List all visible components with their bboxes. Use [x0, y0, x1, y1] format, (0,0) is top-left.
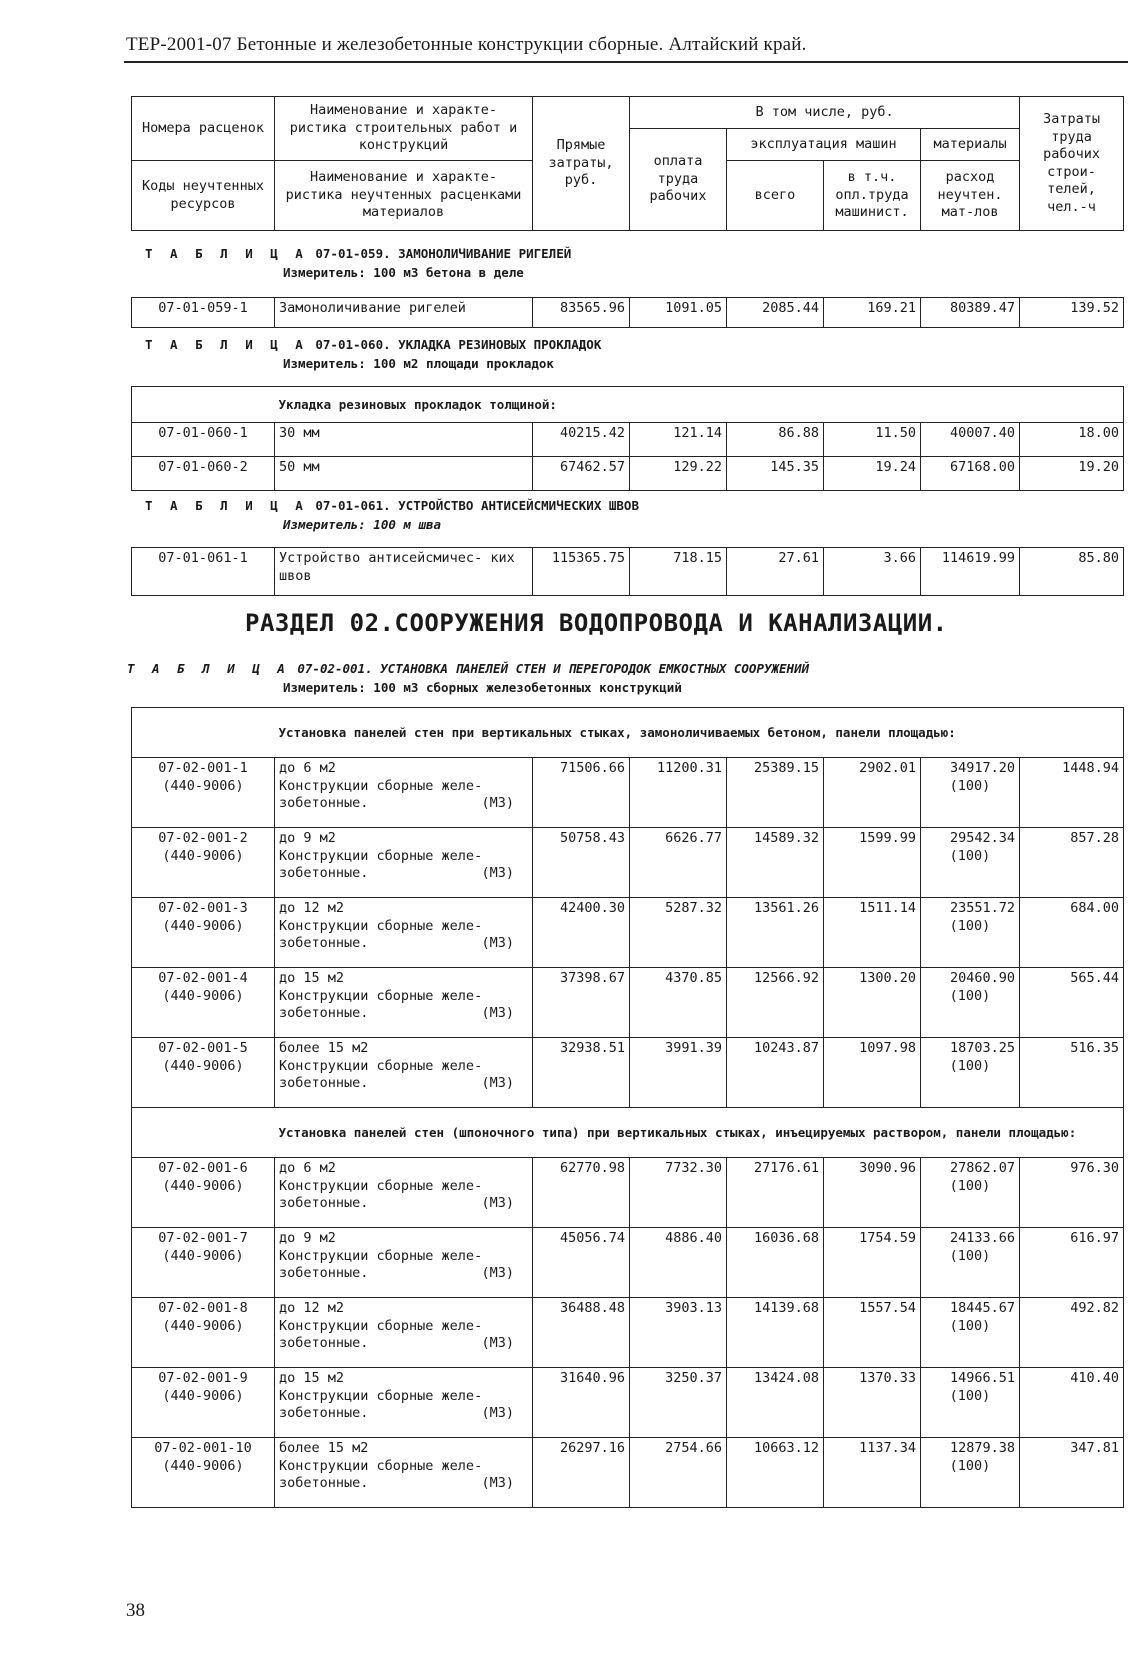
- material-qty: (100): [949, 777, 991, 794]
- material-name: [279, 1058, 528, 1093]
- table-title-text: 07-01-061. УСТРОЙСТВО АНТИСЕЙСМИЧЕСКИХ ШВОВ: [315, 498, 639, 513]
- table-061-measure: Измеритель: 100 м шва: [283, 517, 442, 532]
- table-059-measure: Измеритель: 100 м3 бетона в деле: [283, 265, 524, 280]
- machines-pay: 3.66: [824, 548, 921, 596]
- labor-pay: 4370.85: [630, 968, 727, 1038]
- rate-name-cell: [275, 1228, 533, 1298]
- table-row: [132, 1228, 1124, 1298]
- material-qty: (100): [949, 1317, 991, 1334]
- rate-code: 07-02-001-9: [158, 1370, 248, 1386]
- material-text: Конструкции сборные желе- зобетонные.: [279, 987, 483, 1021]
- rate-code: 07-02-001-1: [158, 760, 248, 776]
- table-row: [132, 298, 1124, 328]
- machines-pay: 1137.34: [824, 1438, 921, 1508]
- materials: 114619.99: [921, 548, 1020, 596]
- rate-name: до 9 м2: [279, 830, 336, 846]
- table-02-001: [131, 707, 1124, 1508]
- rate-name-cell: [275, 1368, 533, 1438]
- rate-code: 07-02-001-10: [154, 1440, 252, 1456]
- rate-code-cell: [132, 1298, 275, 1368]
- table-row: [132, 548, 1124, 596]
- direct-cost: 83565.96: [533, 298, 630, 328]
- machines-total: 13561.26: [727, 898, 824, 968]
- materials: 18445.67: [949, 1300, 1015, 1316]
- materials-cell: [921, 1228, 1020, 1298]
- rate-name: более 15 м2: [279, 1440, 369, 1456]
- material-unit: (М3): [481, 1405, 514, 1421]
- labor-pay: 121.14: [630, 423, 727, 457]
- table-title-text: 07-02-001. УСТАНОВКА ПАНЕЛЕЙ СТЕН И ПЕРЕГОРОДОК ЕМКОСТНЫХ СООРУЖЕНИЙ: [297, 661, 810, 676]
- rate-name-cell: [275, 1438, 533, 1508]
- materials: 40007.40: [921, 423, 1020, 457]
- material-text: Конструкции сборные желе- зобетонные.: [279, 1057, 483, 1091]
- table-row: [132, 1438, 1124, 1508]
- page-header: ТЕР-2001-07 Бетонные и железобетонные конструкции сборные. Алтайский край.: [126, 34, 807, 55]
- table-060-measure: Измеритель: 100 м2 площади прокладок: [283, 356, 554, 371]
- machines-total: 14589.32: [727, 828, 824, 898]
- materials: 12879.38: [949, 1440, 1015, 1456]
- labor-hours: 616.97: [1020, 1228, 1124, 1298]
- direct-cost: 32938.51: [533, 1038, 630, 1108]
- machines-total: 14139.68: [727, 1298, 824, 1368]
- machines-total: 86.88: [727, 423, 824, 457]
- material-text: Конструкции сборные желе- зобетонные.: [279, 847, 483, 881]
- direct-cost: 115365.75: [533, 548, 630, 596]
- row-group-2: [132, 1158, 1124, 1508]
- materials: 27862.07: [949, 1160, 1015, 1176]
- material-name: [279, 1388, 528, 1423]
- row-group-1: [132, 758, 1124, 1108]
- material-qty: (100): [949, 987, 991, 1004]
- materials-cell: [921, 828, 1020, 898]
- rate-name: до 9 м2: [279, 1230, 336, 1246]
- labor-hours: 857.28: [1020, 828, 1124, 898]
- section-heading: РАЗДЕЛ 02.СООРУЖЕНИЯ ВОДОПРОВОДА И КАНАЛИЗАЦИИ.: [245, 609, 948, 637]
- rate-name: до 12 м2: [279, 900, 345, 916]
- resource-code: (440-9006): [162, 1387, 244, 1404]
- table-row: [132, 457, 1124, 491]
- col-machines-pay: в т.ч. опл.труда машинист.: [824, 161, 921, 231]
- direct-cost: 40215.42: [533, 423, 630, 457]
- rate-name: до 6 м2: [279, 760, 336, 776]
- resource-code: (440-9006): [162, 1247, 244, 1264]
- rate-code: 07-02-001-4: [158, 970, 248, 986]
- machines-total: 25389.15: [727, 758, 824, 828]
- machines-pay: 1097.98: [824, 1038, 921, 1108]
- direct-cost: 26297.16: [533, 1438, 630, 1508]
- rate-code: 07-01-060-2: [132, 457, 275, 491]
- direct-cost: 50758.43: [533, 828, 630, 898]
- rate-name-cell: [275, 898, 533, 968]
- materials-cell: [921, 758, 1020, 828]
- machines-pay: 1511.14: [824, 898, 921, 968]
- col-name-bottom: Наименование и характе- ристика неучтенных расценками материалов: [275, 161, 533, 231]
- col-labor: Затраты труда рабочих строи- телей, чел.-ч: [1020, 97, 1124, 231]
- labor-pay: 1091.05: [630, 298, 727, 328]
- material-text: Конструкции сборные желе- зобетонные.: [279, 1457, 483, 1491]
- direct-cost: 45056.74: [533, 1228, 630, 1298]
- col-machines: эксплуатация машин: [727, 129, 921, 161]
- rate-code-cell: [132, 898, 275, 968]
- rate-code-cell: [132, 968, 275, 1038]
- machines-pay: 1599.99: [824, 828, 921, 898]
- labor-pay: 718.15: [630, 548, 727, 596]
- table-02-001-measure: Измеритель: 100 м3 сборных железобетонных конструкций: [283, 680, 682, 695]
- col-materials: материалы: [921, 129, 1020, 161]
- resource-code: (440-9006): [162, 1457, 244, 1474]
- labor-pay: 129.22: [630, 457, 727, 491]
- resource-code: (440-9006): [162, 1057, 244, 1074]
- table-059: [131, 297, 1124, 328]
- material-unit: (М3): [481, 1075, 514, 1091]
- rate-code: 07-02-001-3: [158, 900, 248, 916]
- rate-code: 07-01-059-1: [132, 298, 275, 328]
- labor-hours: 18.00: [1020, 423, 1124, 457]
- col-name-top: Наименование и характе- ристика строительных работ и конструкций: [275, 97, 533, 161]
- rate-name: 30 мм: [275, 423, 533, 457]
- labor-hours: 410.40: [1020, 1368, 1124, 1438]
- table-row: [132, 1368, 1124, 1438]
- rate-code: 07-02-001-7: [158, 1230, 248, 1246]
- resource-code: (440-9006): [162, 1177, 244, 1194]
- table-row: [132, 1298, 1124, 1368]
- machines-total: 10243.87: [727, 1038, 824, 1108]
- table-subheading: Установка панелей стен при вертикальных стыках, замоноличиваемых бетоном, панели площадью:: [275, 708, 1124, 758]
- materials-cell: [921, 1438, 1020, 1508]
- material-text: Конструкции сборные желе- зобетонные.: [279, 1387, 483, 1421]
- col-num-top: Номера расценок: [132, 97, 275, 161]
- material-unit: (М3): [481, 1265, 514, 1281]
- table-060-title: [145, 336, 601, 354]
- machines-pay: 3090.96: [824, 1158, 921, 1228]
- material-text: Конструкции сборные желе- зобетонные.: [279, 777, 483, 811]
- resource-code: (440-9006): [162, 987, 244, 1004]
- material-name: [279, 918, 528, 953]
- direct-cost: 71506.66: [533, 758, 630, 828]
- table-label: Т А Б Л И Ц А: [127, 661, 290, 676]
- labor-pay: 4886.40: [630, 1228, 727, 1298]
- labor-pay: 7732.30: [630, 1158, 727, 1228]
- machines-pay: 1754.59: [824, 1228, 921, 1298]
- col-pay: оплата труда рабочих: [630, 129, 727, 231]
- resource-code: (440-9006): [162, 917, 244, 934]
- table-subheading: Укладка резиновых прокладок толщиной:: [275, 387, 1124, 423]
- direct-cost: 37398.67: [533, 968, 630, 1038]
- labor-pay: 2754.66: [630, 1438, 727, 1508]
- labor-hours: 492.82: [1020, 1298, 1124, 1368]
- machines-pay: 1300.20: [824, 968, 921, 1038]
- materials-cell: [921, 1038, 1020, 1108]
- material-unit: (М3): [481, 1005, 514, 1021]
- direct-cost: 67462.57: [533, 457, 630, 491]
- col-num-bottom: Коды неучтенных ресурсов: [132, 161, 275, 231]
- machines-total: 27176.61: [727, 1158, 824, 1228]
- materials-cell: [921, 1158, 1020, 1228]
- rate-code-cell: [132, 1368, 275, 1438]
- materials: 24133.66: [949, 1230, 1015, 1246]
- labor-pay: 5287.32: [630, 898, 727, 968]
- table-label: Т А Б Л И Ц А: [145, 498, 308, 513]
- rate-name-cell: [275, 968, 533, 1038]
- labor-pay: 11200.31: [630, 758, 727, 828]
- labor-pay: 3250.37: [630, 1368, 727, 1438]
- material-name: [279, 778, 528, 813]
- labor-pay: 3903.13: [630, 1298, 727, 1368]
- material-unit: (М3): [481, 1475, 514, 1491]
- machines-pay: 1557.54: [824, 1298, 921, 1368]
- col-direct: Прямые затраты, руб.: [533, 97, 630, 231]
- direct-cost: 42400.30: [533, 898, 630, 968]
- material-qty: (100): [949, 1177, 991, 1194]
- materials-cell: [921, 968, 1020, 1038]
- material-name: [279, 1318, 528, 1353]
- page-number: 38: [126, 1600, 145, 1621]
- rate-name: до 15 м2: [279, 1370, 345, 1386]
- machines-total: 12566.92: [727, 968, 824, 1038]
- resource-code: (440-9006): [162, 1317, 244, 1334]
- labor-hours: 565.44: [1020, 968, 1124, 1038]
- rate-code: 07-02-001-6: [158, 1160, 248, 1176]
- rate-name-cell: [275, 828, 533, 898]
- rate-name-cell: [275, 1038, 533, 1108]
- material-name: [279, 1458, 528, 1493]
- table-059-title: [145, 245, 571, 263]
- rate-name: до 15 м2: [279, 970, 345, 986]
- direct-cost: 36488.48: [533, 1298, 630, 1368]
- material-unit: (М3): [481, 865, 514, 881]
- materials-cell: [921, 898, 1020, 968]
- material-qty: (100): [949, 917, 991, 934]
- table-row: [132, 898, 1124, 968]
- material-name: [279, 1248, 528, 1283]
- header-rule: [124, 61, 1128, 63]
- material-unit: (М3): [481, 795, 514, 811]
- rate-code-cell: [132, 1038, 275, 1108]
- col-incl: В том числе, руб.: [630, 97, 1020, 129]
- labor-hours: 19.20: [1020, 457, 1124, 491]
- resource-code: (440-9006): [162, 847, 244, 864]
- table-row: [132, 1158, 1124, 1228]
- col-machines-total: всего: [727, 161, 824, 231]
- labor-hours: 1448.94: [1020, 758, 1124, 828]
- material-qty: (100): [949, 1057, 991, 1074]
- machines-pay: 19.24: [824, 457, 921, 491]
- rate-code: 07-01-060-1: [132, 423, 275, 457]
- machines-pay: 169.21: [824, 298, 921, 328]
- labor-hours: 85.80: [1020, 548, 1124, 596]
- table-060: [131, 386, 1124, 491]
- rate-code-cell: [132, 828, 275, 898]
- machines-pay: 1370.33: [824, 1368, 921, 1438]
- table-061: [131, 547, 1124, 596]
- rate-code: 07-02-001-8: [158, 1300, 248, 1316]
- table-row: [132, 423, 1124, 457]
- labor-hours: 347.81: [1020, 1438, 1124, 1508]
- material-qty: (100): [949, 847, 991, 864]
- material-text: Конструкции сборные желе- зобетонные.: [279, 1317, 483, 1351]
- materials: 80389.47: [921, 298, 1020, 328]
- table-02-001-title: [127, 660, 809, 678]
- table-label: Т А Б Л И Ц А: [145, 246, 308, 261]
- table-subheading: Установка панелей стен (шпоночного типа) при вертикальных стыках, инъецируемых раствором, панели площадью:: [275, 1108, 1124, 1158]
- materials-cell: [921, 1298, 1020, 1368]
- material-qty: (100): [949, 1457, 991, 1474]
- labor-hours: 516.35: [1020, 1038, 1124, 1108]
- materials: 20460.90: [949, 970, 1015, 986]
- table-title-text: 07-01-059. ЗАМОНОЛИЧИВАНИЕ РИГЕЛЕЙ: [315, 246, 572, 261]
- material-unit: (М3): [481, 935, 514, 951]
- rate-name: до 6 м2: [279, 1160, 336, 1176]
- materials: 14966.51: [949, 1370, 1015, 1386]
- material-qty: (100): [949, 1247, 991, 1264]
- material-text: Конструкции сборные желе- зобетонные.: [279, 1247, 483, 1281]
- table-title-text: 07-01-060. УКЛАДКА РЕЗИНОВЫХ ПРОКЛАДОК: [315, 337, 602, 352]
- table-061-title: [145, 497, 639, 515]
- materials-cell: [921, 1368, 1020, 1438]
- rate-name: Замоноличивание ригелей: [275, 298, 533, 328]
- machines-total: 2085.44: [727, 298, 824, 328]
- machines-pay: 2902.01: [824, 758, 921, 828]
- machines-total: 27.61: [727, 548, 824, 596]
- table-row: [132, 758, 1124, 828]
- machines-total: 10663.12: [727, 1438, 824, 1508]
- materials: 67168.00: [921, 457, 1020, 491]
- table-row: [132, 968, 1124, 1038]
- direct-cost: 62770.98: [533, 1158, 630, 1228]
- material-text: Конструкции сборные желе- зобетонные.: [279, 917, 483, 951]
- material-qty: (100): [949, 1387, 991, 1404]
- rate-code: 07-02-001-2: [158, 830, 248, 846]
- rate-name: Устройство антисейсмичес- ких швов: [275, 548, 533, 596]
- rate-name-cell: [275, 1158, 533, 1228]
- rate-code-cell: [132, 1158, 275, 1228]
- machines-total: 13424.08: [727, 1368, 824, 1438]
- rate-code-cell: [132, 1228, 275, 1298]
- labor-hours: 976.30: [1020, 1158, 1124, 1228]
- rate-name: 50 мм: [275, 457, 533, 491]
- rate-code: 07-02-001-5: [158, 1040, 248, 1056]
- rate-code: 07-01-061-1: [132, 548, 275, 596]
- material-text: Конструкции сборные желе- зобетонные.: [279, 1177, 483, 1211]
- labor-pay: 6626.77: [630, 828, 727, 898]
- rate-name-cell: [275, 1298, 533, 1368]
- machines-total: 16036.68: [727, 1228, 824, 1298]
- column-header-table: [131, 96, 1124, 231]
- table-row: [132, 828, 1124, 898]
- direct-cost: 31640.96: [533, 1368, 630, 1438]
- material-name: [279, 988, 528, 1023]
- table-row: [132, 1038, 1124, 1108]
- material-unit: (М3): [481, 1195, 514, 1211]
- machines-pay: 11.50: [824, 423, 921, 457]
- materials: 23551.72: [949, 900, 1015, 916]
- rate-name: до 12 м2: [279, 1300, 345, 1316]
- materials: 18703.25: [949, 1040, 1015, 1056]
- material-unit: (М3): [481, 1335, 514, 1351]
- labor-pay: 3991.39: [630, 1038, 727, 1108]
- labor-hours: 139.52: [1020, 298, 1124, 328]
- rate-name-cell: [275, 758, 533, 828]
- col-materials-sub: расход неучтен. мат-лов: [921, 161, 1020, 231]
- rate-code-cell: [132, 1438, 275, 1508]
- labor-hours: 684.00: [1020, 898, 1124, 968]
- table-label: Т А Б Л И Ц А: [145, 337, 308, 352]
- material-name: [279, 848, 528, 883]
- resource-code: (440-9006): [162, 777, 244, 794]
- machines-total: 145.35: [727, 457, 824, 491]
- rate-code-cell: [132, 758, 275, 828]
- materials: 34917.20: [949, 760, 1015, 776]
- rate-name: более 15 м2: [279, 1040, 369, 1056]
- material-name: [279, 1178, 528, 1213]
- materials: 29542.34: [949, 830, 1015, 846]
